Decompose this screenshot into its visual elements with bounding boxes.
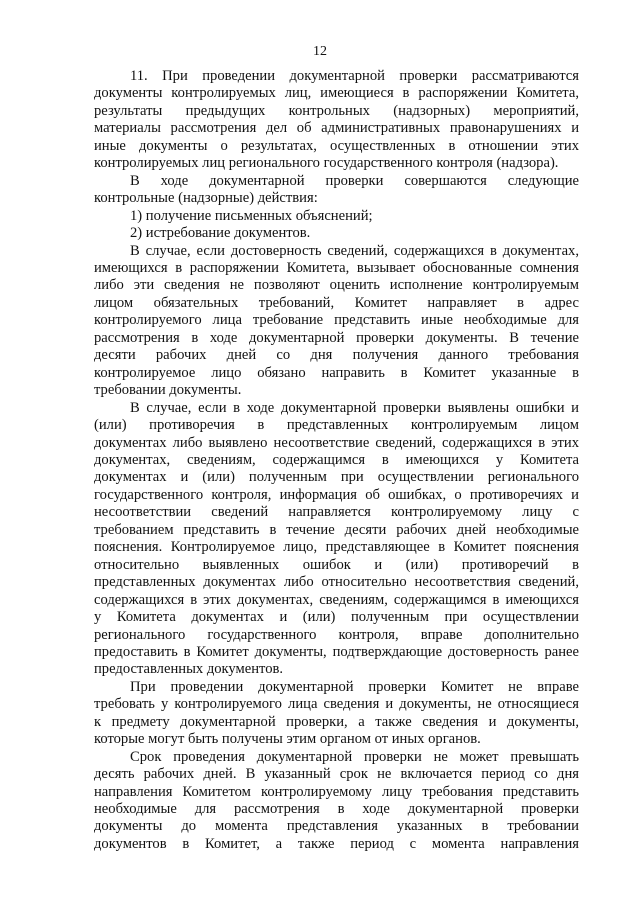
text-line: представленных документах либо относительно несоответствия сведений, [94,574,579,591]
text-line: десяти рабочих дней со дня получения данного требования [94,347,579,364]
text-line: предоставить в Комитет документы, подтверждающие достоверность ранее [94,643,579,660]
text-line: регионального государственного контроля, вправе дополнительно [94,626,579,643]
text-line: результаты предыдущих контрольных (надзорных) мероприятий, [94,102,579,119]
text-line: содержащихся в этих документах, сведениям, содержащимся в имеющихся [94,591,579,608]
text-line: необходимые для рассмотрения в ходе документарной проверки [94,801,579,818]
text-line: которые могут быть получены этим органом от иных органов. [94,731,481,748]
text-line: (или) противоречия в представленных контролируемым лицом [94,417,579,434]
text-line: документах, сведениям, содержащимся в имеющихся у Комитета [94,451,579,468]
text-line: имеющихся в распоряжении Комитета, вызывает обоснованные сомнения [94,259,579,276]
text-line: Срок проведения документарной проверки не может превышать [130,748,579,765]
text-line: требовать у контролируемого лица сведения и документы, не относящиеся [94,696,579,713]
text-line: документы до момента представления указанных в требовании [94,818,579,835]
text-line: документах либо выявлено несоответствие сведений, содержащихся в этих [94,434,579,451]
text-line: 1) получение письменных объяснений; [130,207,373,224]
text-line: 11. При проведении документарной проверки рассматриваются [130,68,579,84]
text-line: документах и (или) полученным при осуществлении регионального [94,469,579,486]
text-line: лицом обязательных требований, Комитет направляет в адрес [94,294,579,311]
text-line: контролируемых лиц регионального государственного контроля (надзора). [94,155,559,172]
text-line: иные документы о результатах, осуществленных в отношении этих [94,137,579,154]
text-line: документов в Комитет, а также период с момента направления [94,835,579,852]
document-body [94,68,579,853]
text-line: контролируемое лицо обязано направить в Комитет указанные в [94,364,579,381]
text-line: несоответствии сведений направляется контролируемому лицу с [94,504,579,521]
text-line: относительно выявленных ошибок и (или) противоречий в [94,556,579,573]
text-line: либо эти сведения не позволяют оценить исполнение контролируемым [94,277,579,294]
text-line: рассмотрения в ходе документарной проверки документы. В течение [94,329,579,346]
text-line: к предмету документарной проверки, а также сведения и документы, [94,713,579,730]
text-line: предоставленных документов. [94,661,284,678]
text-line: пояснения. Контролируемое лицо, представляющее в Комитет пояснения [94,539,579,556]
text-line: требовании документы. [94,382,242,399]
text-line: контрольные (надзорные) действия: [94,190,318,207]
text-line: материалы рассмотрения дел об административных правонарушениях и [94,120,579,137]
text-line: у Комитета документах и (или) полученным при осуществлении [94,609,579,626]
text-line: При проведении документарной проверки Комитет не вправе [130,678,579,695]
text-line: государственного контроля, информация об ошибках, о противоречиях и [94,486,579,503]
text-line: В случае, если достоверность сведений, содержащихся в документах, [130,242,579,259]
text-line: контролируемого лица требование представить иные необходимые для [94,312,579,329]
text-line: десять рабочих дней. В указанный срок не включается период со дня [94,766,579,783]
text-line: В случае, если в ходе документарной проверки выявлены ошибки и [130,399,579,416]
text-line: В ходе документарной проверки совершаются следующие [130,172,579,189]
text-line: документы контролируемых лиц, имеющиеся в распоряжении Комитета, [94,85,579,102]
page-number: 12 [313,44,327,59]
text-line: направления Комитетом контролируемому лицу требования представить [94,783,579,800]
text-line: 2) истребование документов. [130,225,311,242]
text-line: требованием представить в течение десяти рабочих дней необходимые [94,521,579,538]
